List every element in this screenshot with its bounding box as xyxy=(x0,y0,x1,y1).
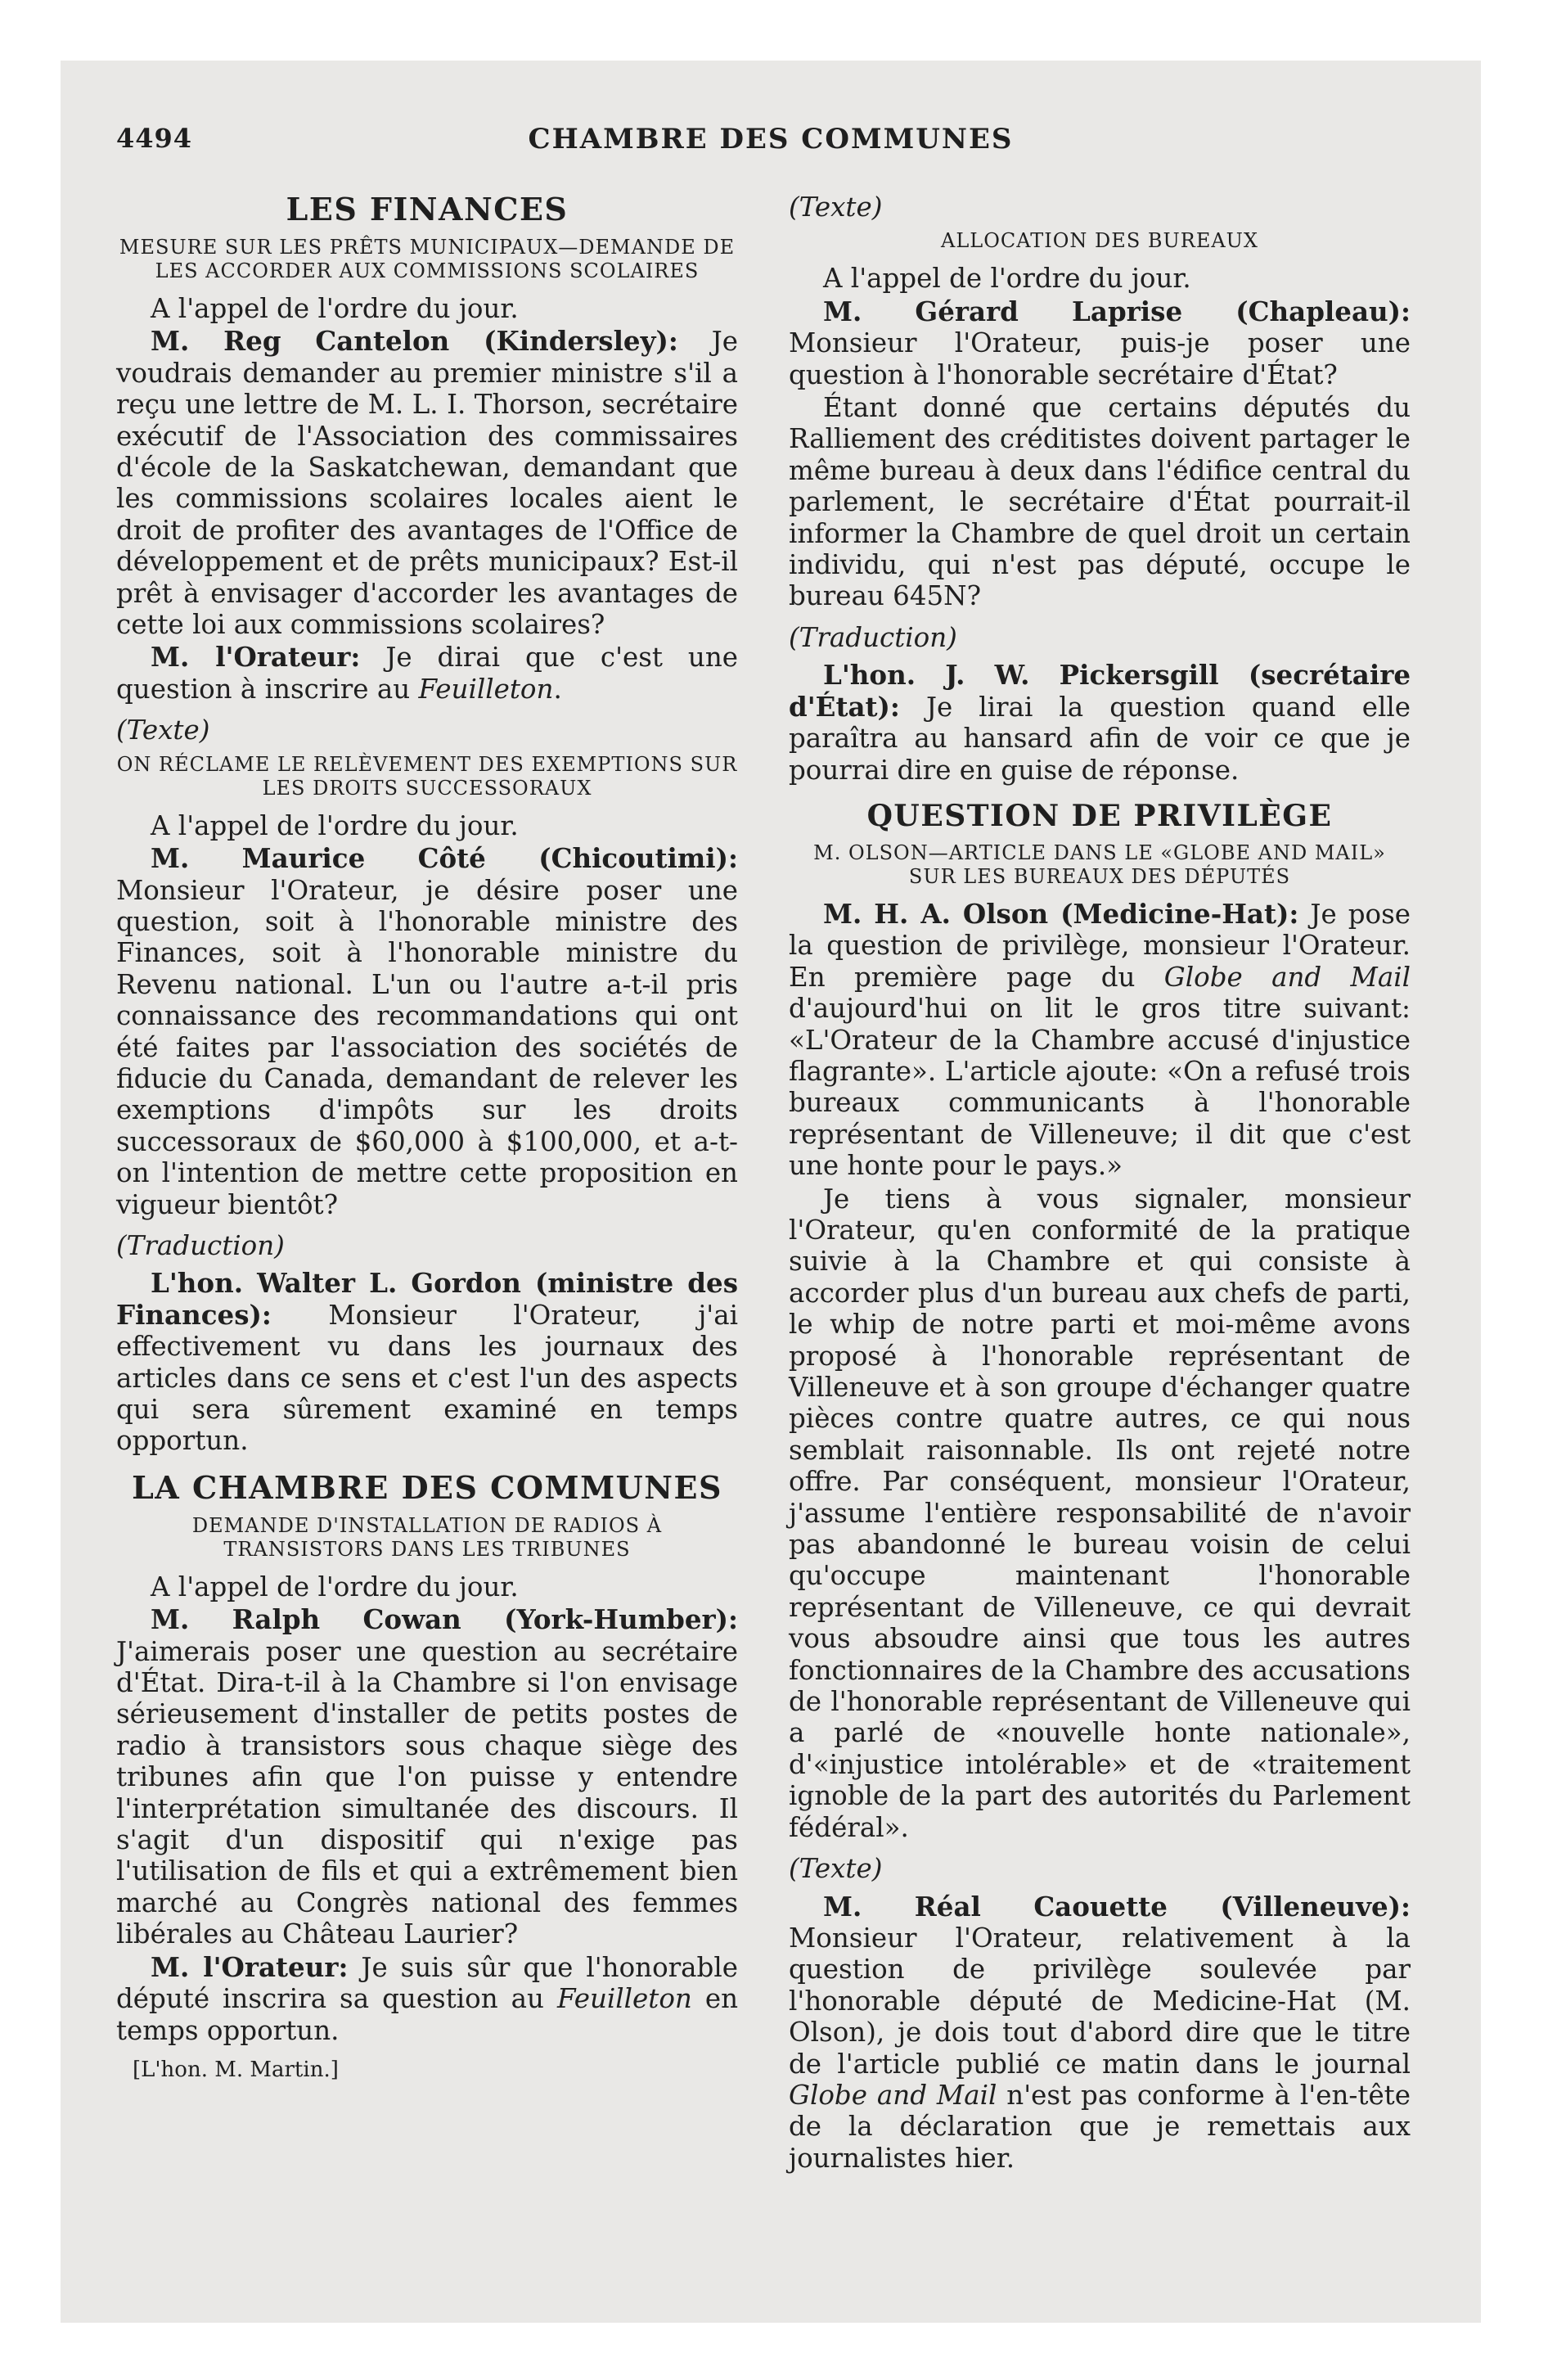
speaker-credit: [L'hon. M. Martin.] xyxy=(133,2057,339,2082)
order-of-day: A l'appel de l'ordre du jour. xyxy=(823,263,1191,295)
speech-text: J'aimerais poser une question au secrétaire d'État. Dira-t-il à la Chambre si l'on envisage sérieusement d'installer de petits postes de radio à transistors sous chaque siège des tribunes afin que l'on puisse y entendre l'interprétation simultanée des discours. Il s'agit d'un dispositif qui n'exige pas l'utilisation de fils et qui a extrêmement bien marché au Congrès national des femmes libérales au Château Laurier? xyxy=(116,1635,738,1950)
order-of-day: A l'appel de l'ordre du jour. xyxy=(151,1571,519,1602)
speech-laprise xyxy=(789,296,1411,390)
order-of-day: A l'appel de l'ordre du jour. xyxy=(151,293,519,324)
scanned-page xyxy=(61,61,1481,2323)
speech-text: Monsieur l'Orateur, relativement à la question de privilège soulevée par l'honorable député de Medicine-Hat (M. Olson), je dois tout d'abord dire que le titre de l'article publié ce matin dans le journal xyxy=(789,1922,1411,2080)
speech-orateur xyxy=(116,642,738,705)
subheading-exemptions: ON RÉCLAME LE RELÈVEMENT DES EXEMPTIONS SUR LES DROITS SUCCESSORAUX xyxy=(116,752,738,800)
speech-text: Je dirai que c'est une question à inscrire au xyxy=(116,642,738,705)
speech-text: Monsieur l'Orateur, j'ai effectivement vu dans les journaux des articles dans ce sens et c'est l'un des aspects qui sera sûrement examiné en temps opportun. xyxy=(116,1299,738,1457)
speech-caouette xyxy=(789,1891,1411,2175)
speech-pickersgill xyxy=(789,660,1411,786)
subheading-radios: DEMANDE D'INSTALLATION DE RADIOS À TRANSISTORS DANS LES TRIBUNES xyxy=(191,1513,663,1561)
speech-gordon xyxy=(116,1268,738,1456)
speech-cowan xyxy=(116,1604,738,1950)
spacer xyxy=(789,787,1411,799)
speech-italic: Feuilleton xyxy=(418,673,554,705)
speech-orateur-2 xyxy=(116,1952,738,2046)
speaker-name: M. Reg Cantelon (Kindersley): xyxy=(151,325,678,358)
speech-text: . xyxy=(553,673,562,705)
speech-text: Monsieur l'Orateur, je désire poser une question, soit à l'honorable ministre des Finances, soit à l'honorable ministre du Revenu national. L'un ou l'autre a-t-il pris connaissance des recommandations qui ont été faites par l'association des sociétés de fiducie du Canada, demandant de relever les exemptions d'impôts sur les droits successoraux de $60,000 à $100,000, et a-t-on l'intention de mettre cette proposition en vigueur bientôt? xyxy=(116,874,738,1220)
speaker-name: M. Réal Caouette (Villeneuve): xyxy=(823,1890,1411,1922)
subheading-olson-article: M. OLSON—ARTICLE DANS LE «GLOBE AND MAIL» SUR LES BUREAUX DES DÉPUTÉS xyxy=(813,841,1386,888)
speaker-name: M. Maurice Côté (Chicoutimi): xyxy=(151,842,738,875)
running-head xyxy=(116,123,1425,164)
left-column xyxy=(116,192,738,2085)
order-of-day: A l'appel de l'ordre du jour. xyxy=(151,809,519,841)
speech-text: d'aujourd'hui on lit le gros titre suivant: «L'Orateur de la Chambre accusé d'injustice flagrante». L'article ajoute: «On a refusé trois bureaux communicants à l'honorable représentant de Villeneuve; il dit que c'est une honte pour le pays.» xyxy=(789,993,1411,1182)
speaker-name: M. Gérard Laprise (Chapleau): xyxy=(823,295,1411,327)
speech-italic: Feuilleton xyxy=(556,1983,692,2015)
speech-text: Je pose la question de privilège, monsieur l'Orateur. En première page du xyxy=(789,898,1411,993)
speech-text: n'est pas conforme à l'en-tête de la déclaration que je remettais aux journalistes hier. xyxy=(789,2079,1411,2174)
speech-olson-2: Je tiens à vous signaler, monsieur l'Orateur, qu'en conformité de la pratique suivie à la Chambre et qui consiste à accorder plus d'un bureau aux chefs de parti, le whip de notre parti et moi-même avons proposé à l'honorable représentant de Villeneuve et à son groupe d'échanger quatre pièces contre quatre autres, ce qui nous semblait raisonnable. Ils ont rejeté notre offre. Par conséquent, monsieur l'Orateur, j'assume l'entière responsabilité de n'avoir pas abandonné le bureau voisin de celui qu'occupe maintenant l'honorable représentant de Villeneuve, ce qui devrait vous absoudre ainsi que tous les autres fonctionnaires de la Chambre des accusations de l'honorable représentant de Villeneuve qui a parlé de «nouvelle honte nationale», d'«injustice intolérable» et de «traitement ignoble de la part des autorités du Parlement fédéral». xyxy=(789,1183,1411,1843)
language-tag: (Texte) xyxy=(789,192,883,223)
spacer xyxy=(116,1458,738,1470)
section-title-finances: LES FINANCES xyxy=(286,191,569,228)
page-title: CHAMBRE DES COMMUNES xyxy=(528,123,1014,156)
speech-italic: Globe and Mail xyxy=(789,2079,997,2111)
speech-cote xyxy=(116,843,738,1220)
speech-cantelon xyxy=(116,326,738,640)
language-tag: (Traduction) xyxy=(116,1229,285,1261)
speech-text: Je suis sûr que l'honorable député inscrira sa question au xyxy=(116,1951,738,2015)
speaker-name: M. l'Orateur: xyxy=(151,641,361,674)
section-title-chambre: LA CHAMBRE DES COMMUNES xyxy=(132,1468,722,1506)
section-title-privilege: QUESTION DE PRIVILÈGE xyxy=(866,798,1333,833)
language-tag: (Texte) xyxy=(789,1853,883,1885)
speech-text: Je voudrais demander au premier ministre s'il a reçu une lettre de M. L. I. Thorson, secrétaire exécutif de l'Association des commissaires d'école de la Saskatchewan, demandant que les commissions scolaires locales aient le droit de profiter des avantages de l'Office de développement et de prêts municipaux? Est-il prêt à envisager d'accorder les avantages de cette loi aux commissions scolaires? xyxy=(116,326,739,641)
subheading-prets-municipaux: MESURE SUR LES PRÊTS MUNICIPAUX—DEMANDE DE LES ACCORDER AUX COMMISSIONS SCOLAIRES xyxy=(119,236,736,282)
page-number: 4494 xyxy=(116,123,193,154)
speech-text: Monsieur l'Orateur, puis-je poser une question à l'honorable secrétaire d'État? xyxy=(789,327,1411,390)
speaker-name: M. Ralph Cowan (York-Humber): xyxy=(151,1603,738,1636)
language-tag: (Traduction) xyxy=(789,621,957,653)
speaker-name: L'hon. J. W. Pickersgill (secrétaire d'État): xyxy=(789,659,1411,723)
subheading-allocation-bureaux: ALLOCATION DES BUREAUX xyxy=(941,229,1258,253)
speech-text: Je lirai la question quand elle paraîtra au hansard afin de voir ce que je pourrai dire en guise de réponse. xyxy=(789,691,1411,786)
speaker-name: M. l'Orateur: xyxy=(151,1950,349,1983)
speaker-name: L'hon. Walter L. Gordon (ministre des Finances): xyxy=(116,1267,738,1331)
speech-italic: Globe and Mail xyxy=(1163,961,1411,993)
speech-text: en temps opportun. xyxy=(116,1983,738,2046)
speech-laprise-2: Étant donné que certains députés du Ralliement des créditistes doivent partager le même bureau à deux dans l'édifice central du parlement, le secrétaire d'État pourrait-il informer la Chambre de quel droit un certain individu, qui n'est pas député, occupe le bureau 645N? xyxy=(789,392,1411,612)
speech-olson xyxy=(789,899,1411,1182)
language-tag: (Texte) xyxy=(116,714,210,746)
speaker-name: M. H. A. Olson (Medicine-Hat): xyxy=(823,897,1299,930)
right-column xyxy=(789,192,1411,2175)
